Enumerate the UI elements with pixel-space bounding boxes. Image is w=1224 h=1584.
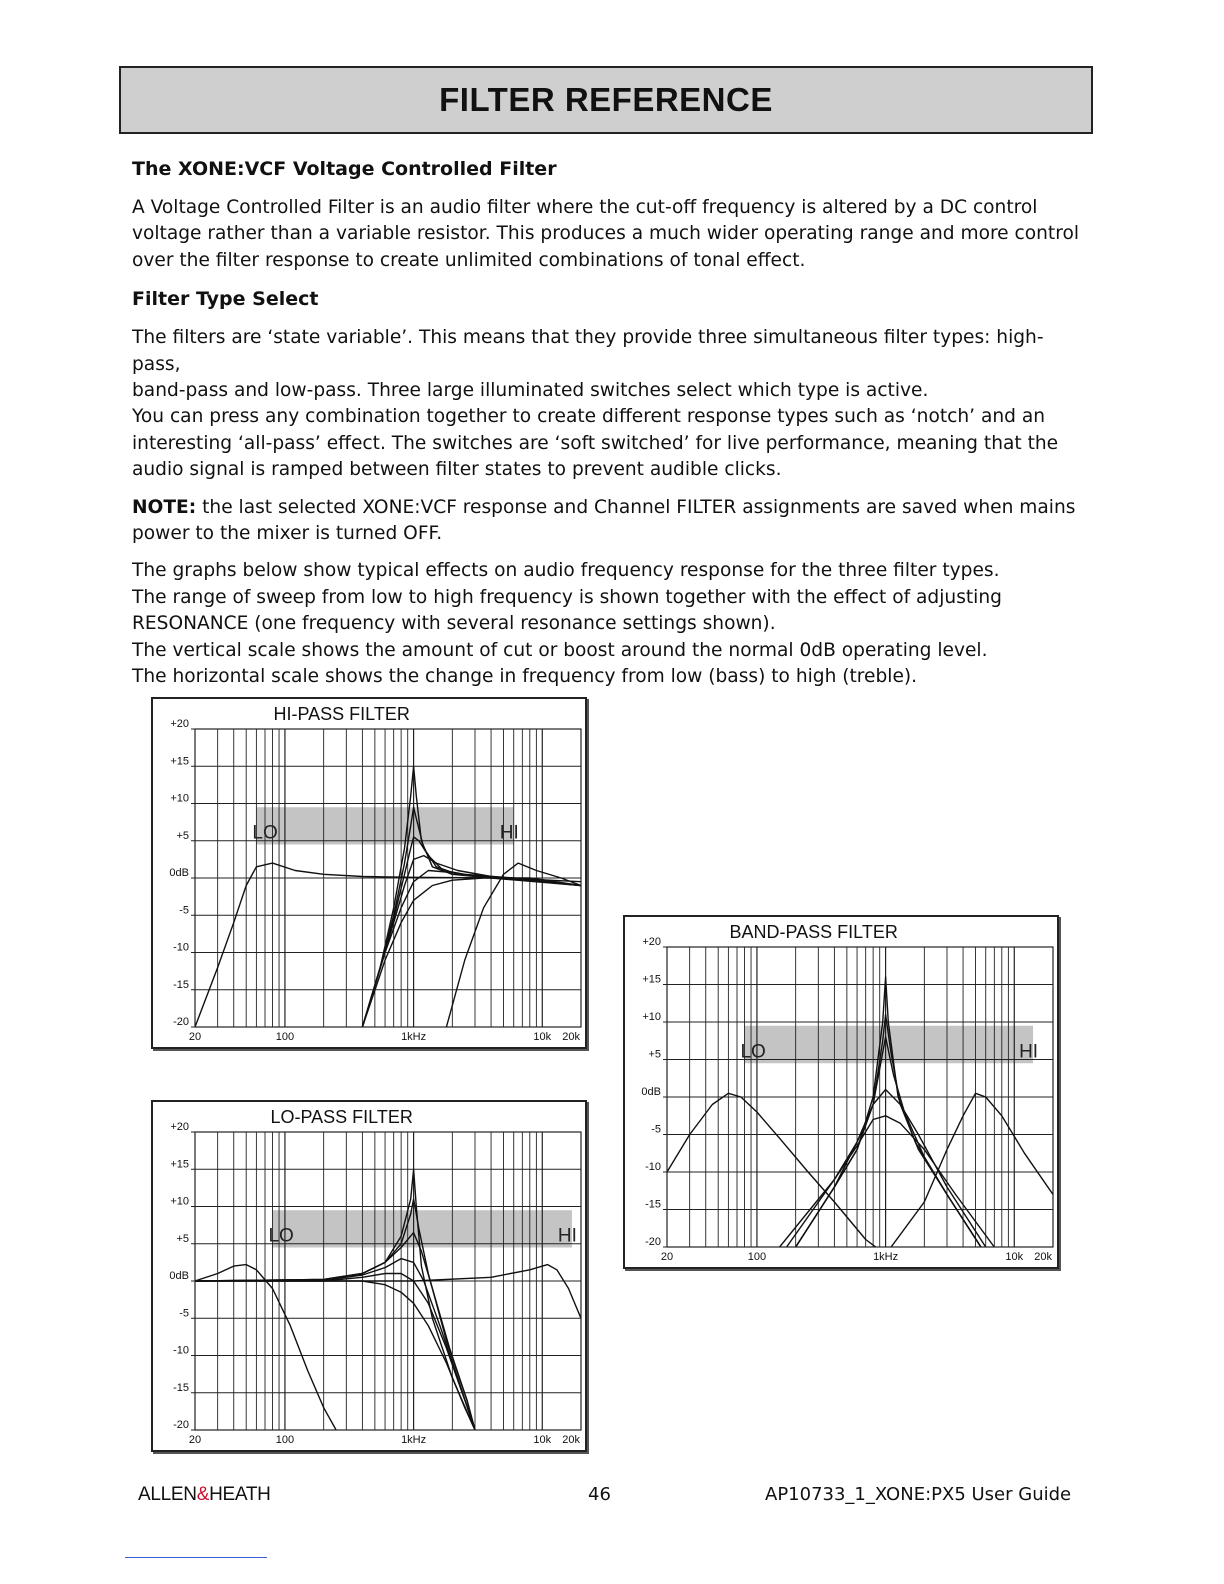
y-tick-label: -10 bbox=[645, 1161, 661, 1173]
text-line: interesting ‘all-pass’ effect. The switches are ‘soft switched’ for live performance, meaning that the bbox=[132, 432, 1059, 454]
y-tick-label: +10 bbox=[642, 1011, 661, 1023]
response-curve bbox=[796, 977, 981, 1247]
y-tick-label: +10 bbox=[170, 792, 189, 805]
vcf-paragraph bbox=[132, 195, 1082, 274]
text-line: band-pass and low-pass. Three large illuminated switches select which type is active. bbox=[132, 380, 929, 402]
sweep-hi-label: HI bbox=[499, 822, 519, 844]
y-tick-label: +15 bbox=[170, 1158, 189, 1171]
x-tick-label: 100 bbox=[275, 1031, 295, 1043]
footer-rule bbox=[125, 1557, 267, 1558]
text-line: The horizontal scale shows the change in frequency from low (bass) to high (treble). bbox=[132, 666, 918, 688]
response-curve bbox=[195, 1259, 475, 1430]
response-curve bbox=[796, 1037, 981, 1247]
x-tick-label: 20k bbox=[562, 1434, 580, 1446]
response-curve bbox=[667, 1093, 886, 1254]
sweep-lo-label: LO bbox=[740, 1041, 766, 1063]
filter-type-paragraph bbox=[132, 325, 1082, 483]
y-tick-label: -10 bbox=[173, 1344, 189, 1357]
x-tick-label: 10k bbox=[533, 1031, 552, 1043]
content bbox=[132, 155, 1082, 702]
y-tick-label: -5 bbox=[179, 904, 189, 917]
section-heading-vcf: The XONE:VCF Voltage Controlled Filter bbox=[132, 158, 557, 180]
hi-pass-filter-chart bbox=[151, 697, 587, 1049]
text-line: audio signal is ramped between filter states to prevent audible clicks. bbox=[132, 459, 782, 481]
y-tick-label: -10 bbox=[173, 941, 189, 954]
text-line: The vertical scale shows the amount of cut or boost around the normal 0dB operating level. bbox=[132, 639, 988, 661]
band-pass-filter-chart bbox=[623, 915, 1059, 1269]
x-tick-label: 10k bbox=[1005, 1251, 1024, 1263]
note-text: the last selected XONE:VCF response and Channel FILTER assignments are saved when mains bbox=[196, 496, 1076, 518]
chart-title: HI-PASS FILTER bbox=[273, 704, 410, 724]
y-tick-label: +10 bbox=[170, 1195, 189, 1208]
text-line: The graphs below show typical effects on audio frequency response for the three filter types. bbox=[132, 560, 1000, 582]
text-line: over the filter response to create unlimited combinations of tonal effect. bbox=[132, 249, 806, 271]
brand-right: HEATH bbox=[209, 1484, 271, 1505]
response-curve bbox=[362, 871, 581, 1028]
text-line: The filters are ‘state variable’. This means that they provide three simultaneous filter types: high-pass, bbox=[132, 327, 1044, 375]
y-tick-label: +15 bbox=[642, 973, 661, 986]
response-curve bbox=[195, 1265, 336, 1430]
x-tick-label: 20k bbox=[1034, 1251, 1052, 1263]
response-curve bbox=[780, 1116, 995, 1247]
y-tick-label: 0dB bbox=[169, 1270, 189, 1282]
x-tick-label: 1kHz bbox=[401, 1434, 427, 1446]
text-line: power to the mixer is turned OFF. bbox=[132, 523, 443, 545]
y-tick-label: +20 bbox=[642, 936, 661, 948]
chart-title: LO-PASS FILTER bbox=[270, 1107, 413, 1127]
response-curve bbox=[362, 766, 581, 1027]
y-tick-label: -20 bbox=[173, 1419, 189, 1431]
sweep-hi-label: HI bbox=[557, 1225, 577, 1247]
y-tick-label: +5 bbox=[648, 1048, 661, 1061]
response-curve bbox=[195, 1233, 475, 1430]
x-tick-label: 10k bbox=[533, 1434, 552, 1446]
graph-explanation-paragraph bbox=[132, 558, 1082, 690]
text-line: You can press any combination together to create different response types such as ‘notch’ and an bbox=[132, 406, 1046, 428]
chart-svg bbox=[153, 699, 585, 1047]
lo-pass-filter-chart bbox=[151, 1100, 587, 1452]
sweep-lo-label: LO bbox=[252, 822, 278, 844]
brand-left: ALLEN bbox=[138, 1484, 197, 1505]
note-paragraph bbox=[132, 495, 1082, 548]
x-tick-label: 20 bbox=[188, 1434, 202, 1446]
text-line: voltage rather than a variable resistor. This produces a much wider operating range and more control bbox=[132, 223, 1079, 245]
chart-svg bbox=[625, 917, 1057, 1267]
response-curve bbox=[195, 1265, 581, 1319]
x-tick-label: 100 bbox=[275, 1434, 295, 1446]
x-tick-label: 1kHz bbox=[873, 1251, 899, 1263]
y-tick-label: -15 bbox=[173, 978, 189, 991]
y-tick-label: -15 bbox=[645, 1198, 661, 1211]
sweep-hi-label: HI bbox=[1019, 1041, 1039, 1063]
document-name: AP10733_1_XONE:PX5 User Guide bbox=[765, 1484, 1072, 1505]
x-tick-label: 20k bbox=[562, 1031, 580, 1043]
section-heading-filter-type: Filter Type Select bbox=[132, 288, 319, 311]
y-tick-label: 0dB bbox=[169, 867, 189, 879]
x-tick-label: 1kHz bbox=[401, 1031, 427, 1043]
x-tick-label: 100 bbox=[747, 1251, 767, 1263]
text-line bbox=[132, 495, 1082, 521]
note-label: NOTE: bbox=[132, 496, 197, 518]
page-title: FILTER REFERENCE bbox=[439, 81, 773, 118]
y-tick-label: 0dB bbox=[641, 1086, 661, 1098]
brand-logo bbox=[138, 1484, 271, 1506]
y-tick-label: +5 bbox=[176, 829, 189, 842]
y-tick-label: -5 bbox=[651, 1123, 661, 1136]
x-tick-label: 20 bbox=[660, 1251, 674, 1263]
response-curve bbox=[195, 1169, 475, 1430]
sweep-lo-label: LO bbox=[268, 1225, 294, 1247]
page-title-bar bbox=[119, 66, 1093, 134]
y-tick-label: -15 bbox=[173, 1381, 189, 1394]
text-line: The range of sweep from low to high frequency is shown together with the effect of adjusting bbox=[132, 586, 1002, 608]
chart-title: BAND-PASS FILTER bbox=[729, 922, 898, 942]
y-tick-label: -5 bbox=[179, 1307, 189, 1320]
y-tick-label: +5 bbox=[176, 1232, 189, 1245]
x-tick-label: 20 bbox=[188, 1031, 202, 1043]
page-number: 46 bbox=[588, 1484, 611, 1505]
text-line: A Voltage Controlled Filter is an audio filter where the cut-off frequency is altered by a DC control bbox=[132, 197, 1038, 218]
y-tick-label: +20 bbox=[170, 718, 189, 730]
y-tick-label: +15 bbox=[170, 755, 189, 768]
sweep-range-band bbox=[744, 1026, 1033, 1064]
y-tick-label: -20 bbox=[173, 1016, 189, 1028]
response-curve bbox=[362, 837, 581, 1027]
chart-svg bbox=[153, 1102, 585, 1450]
text-line: RESONANCE (one frequency with several resonance settings shown). bbox=[132, 613, 776, 635]
y-tick-label: +20 bbox=[170, 1121, 189, 1133]
brand-ampersand: & bbox=[196, 1484, 210, 1505]
y-tick-label: -20 bbox=[645, 1236, 661, 1248]
response-curve bbox=[195, 1274, 475, 1431]
